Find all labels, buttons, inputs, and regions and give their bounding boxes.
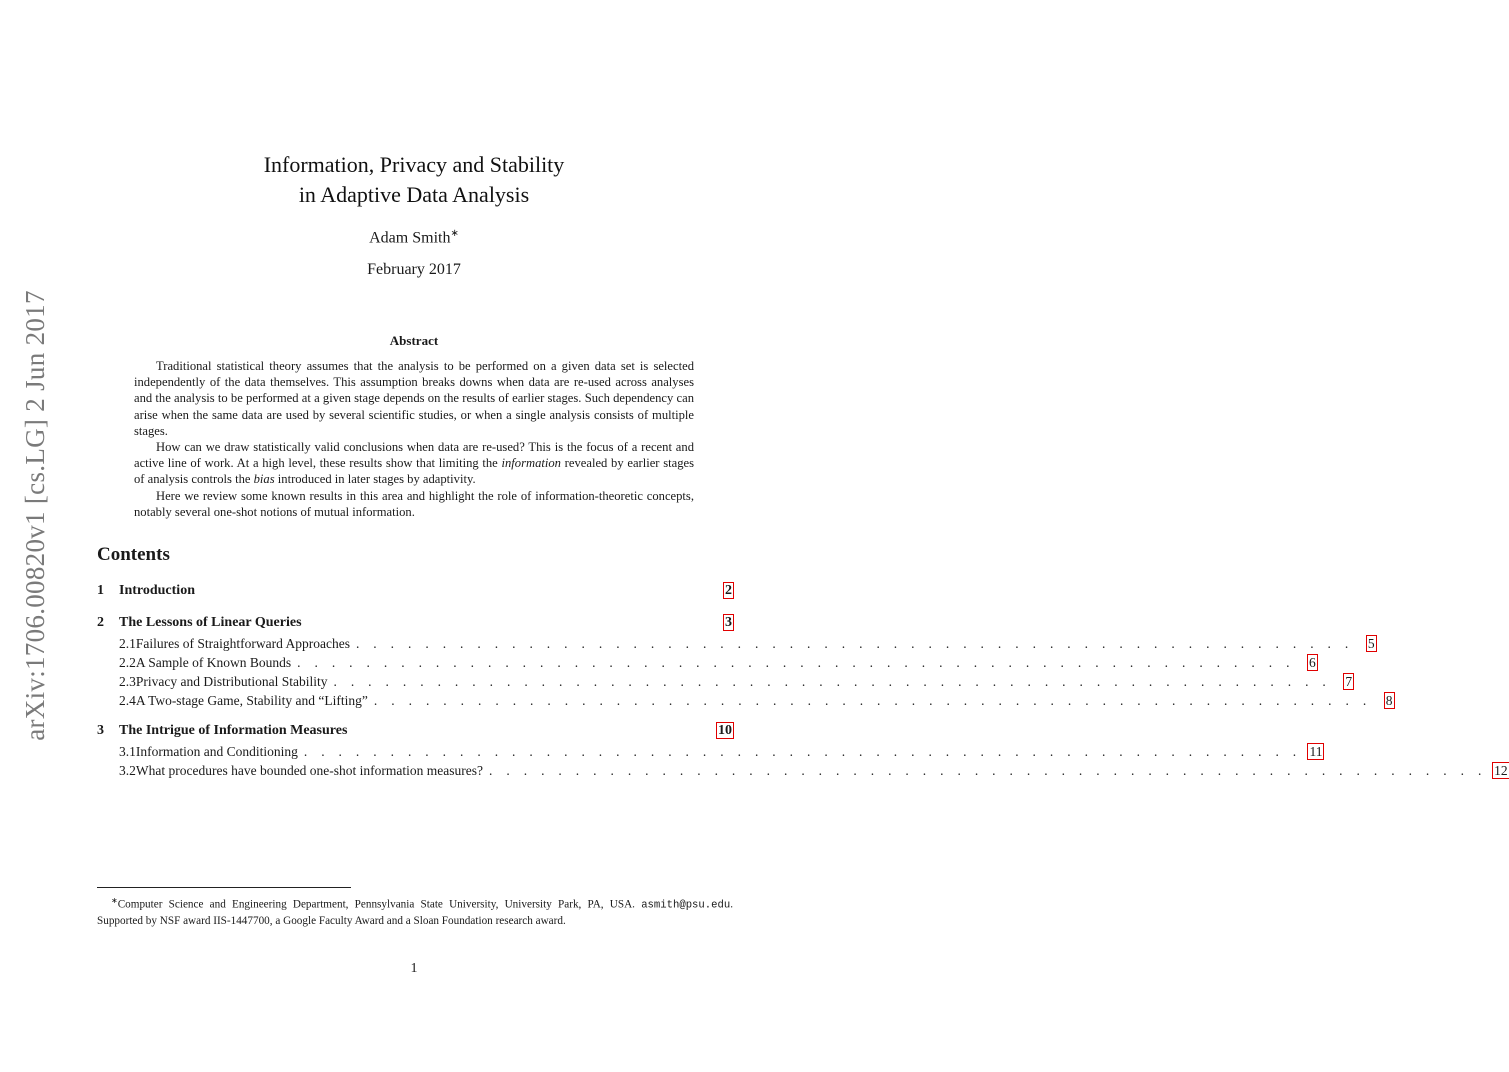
toc-leader-dots: . . . . . . . . . . . . . . . . . . . . . . . . . . . . . . . . . . . . . . . . . . . . . . . . . . . . . . . . . . — [489, 763, 1487, 778]
toc-page-number[interactable]: 12 — [1494, 763, 1508, 778]
toc-leader-dots: . . . . . . . . . . . . . . . . . . . . . . . . . . . . . . . . . . . . . . . . . . . . . . . . . . . . . . . . . . — [297, 655, 1295, 670]
toc-page-number[interactable]: 3 — [725, 615, 732, 630]
abstract-paragraph-3: Here we review some known results in this area and highlight the role of information-theoretic concepts, notably several one-shot notions of mutual information. — [134, 488, 694, 519]
toc-leader-dots: . . . . . . . . . . . . . . . . . . . . . . . . . . . . . . . . . . . . . . . . . . . . . . . . . . . . . . . . . . — [355, 636, 1354, 651]
contents-heading: Contents — [97, 544, 170, 565]
toc-page-number[interactable]: 5 — [1367, 636, 1375, 651]
toc-leader-dots: . . . . . . . . . . . . . . . . . . . . . . . . . . . . . . . . . . . . . . . . . . . . . . . . . . . . . . . . . . — [303, 744, 1302, 759]
table-of-contents — [97, 580, 1508, 780]
date: February 2017 — [367, 261, 461, 278]
footnote-rule — [97, 887, 351, 888]
toc-page-link[interactable] — [1301, 742, 1323, 761]
toc-number: 2.2 — [119, 655, 136, 670]
abstract-p2-text-a: How can we draw statistically valid conclusions when data are re-used? This is the focus of a recent and active line of work. At a high level, these results show that limiting the — [134, 440, 694, 471]
author-footnote-mark[interactable]: ∗ — [450, 228, 459, 239]
author-name: Adam Smith — [369, 229, 451, 247]
toc-number: 1 — [97, 583, 104, 598]
footnote-mark: ∗ — [111, 896, 118, 905]
toc-number: 3.1 — [119, 744, 136, 759]
toc-leader-dots: . . . . . . . . . . . . . . . . . . . . . . . . . . . . . . . . . . . . . . . . . . . . . . . . . . . . . . . . . . — [373, 693, 1372, 708]
toc-number: 3 — [97, 723, 104, 738]
toc-page-number[interactable]: 6 — [1309, 655, 1316, 670]
toc-number: 2.1 — [119, 636, 136, 651]
abstract-p2-text-b: revealed by earlier stages of analysis controls the — [134, 456, 694, 487]
toc-page-link[interactable] — [1354, 634, 1376, 653]
toc-label: A Sample of Known Bounds — [135, 655, 292, 670]
toc-page-number[interactable]: 10 — [718, 723, 732, 738]
toc-label: A Two-stage Game, Stability and “Lifting” — [135, 693, 368, 708]
page-number: 1 — [410, 961, 418, 976]
toc-section-2[interactable] — [97, 612, 733, 634]
footnote-affiliation: Computer Science and Engineering Department, Pennsylvania State University, University Park, PA, USA. — [117, 898, 642, 911]
arxiv-identifier — [10, 289, 60, 741]
toc-page-link[interactable] — [711, 612, 733, 634]
abstract-p2-emphasis-bias: bias — [253, 472, 275, 487]
toc-page-link[interactable] — [1372, 691, 1394, 710]
abstract-paragraph-2 — [134, 439, 694, 488]
abstract-paragraph-1: Traditional statistical theory assumes that the analysis to be performed on a given data set is selected independently of the data themselves. This assumption breaks downs when data are re-used across analyses and the analysis to be performed at a given stage depends on the results of earlier stages. Such dependency can arise when the same data are used by several scientific studies, or when a single analysis consists of multiple stages. — [134, 359, 694, 438]
footnote-funding: . Supported by NSF award IIS-1447700, a Google Faculty Award and a Sloan Foundation research award. — [97, 898, 733, 928]
toc-number: 2.3 — [119, 674, 136, 689]
toc-page-number[interactable]: 8 — [1385, 693, 1393, 708]
toc-label: Privacy and Distributional Stability — [135, 674, 328, 689]
paper-title — [0, 150, 828, 210]
toc-subsection-2-1[interactable] — [97, 634, 1375, 653]
toc-subsection-2-3[interactable] — [97, 672, 1353, 691]
toc-label: The Intrigue of Information Measures — [119, 723, 348, 738]
abstract-p2-text-c: introduced in later stages by adaptivity. — [274, 472, 476, 487]
toc-page-link[interactable] — [1295, 653, 1317, 672]
toc-subsection-2-4[interactable] — [97, 691, 1393, 710]
author — [0, 228, 828, 247]
title-line-1: Information, Privacy and Stability — [263, 152, 565, 177]
abstract-heading: Abstract — [389, 333, 439, 348]
toc-number: 2.4 — [119, 693, 136, 708]
footnote-email[interactable]: asmith@psu.edu — [641, 899, 731, 912]
toc-page-link[interactable] — [711, 580, 733, 602]
abstract-body — [134, 358, 694, 520]
title-line-2: in Adaptive Data Analysis — [298, 182, 530, 207]
toc-leader-dots: . . . . . . . . . . . . . . . . . . . . . . . . . . . . . . . . . . . . . . . . . . . . . . . . . . . . . . . . . . — [333, 674, 1332, 689]
abstract-p2-emphasis-information: information — [501, 456, 561, 471]
toc-number: 2 — [97, 615, 104, 630]
toc-section-3[interactable] — [97, 720, 733, 742]
toc-page-link[interactable] — [1487, 761, 1509, 780]
toc-subsection-2-2[interactable] — [97, 653, 1316, 672]
toc-page-number[interactable]: 2 — [725, 583, 732, 598]
toc-section-1[interactable] — [97, 580, 733, 602]
toc-subsection-3-1[interactable] — [97, 742, 1323, 761]
toc-page-link[interactable] — [711, 720, 733, 742]
toc-page-link[interactable] — [1331, 672, 1353, 691]
toc-label: The Lessons of Linear Queries — [119, 615, 302, 630]
footnote — [97, 893, 733, 930]
toc-subsection-3-2[interactable] — [97, 761, 1508, 780]
toc-number: 3.2 — [119, 763, 136, 778]
toc-label: Information and Conditioning — [135, 744, 298, 759]
toc-label: Introduction — [119, 583, 195, 598]
toc-label: Failures of Straightforward Approaches — [135, 636, 350, 651]
toc-page-number[interactable]: 11 — [1309, 744, 1323, 759]
arxiv-identifier-text: arXiv:1706.00820v1 [cs.LG] 2 Jun 2017 — [19, 289, 50, 741]
footnote-text — [97, 893, 733, 930]
toc-page-number[interactable]: 7 — [1345, 674, 1353, 689]
toc-label: What procedures have bounded one-shot information measures? — [135, 763, 484, 778]
